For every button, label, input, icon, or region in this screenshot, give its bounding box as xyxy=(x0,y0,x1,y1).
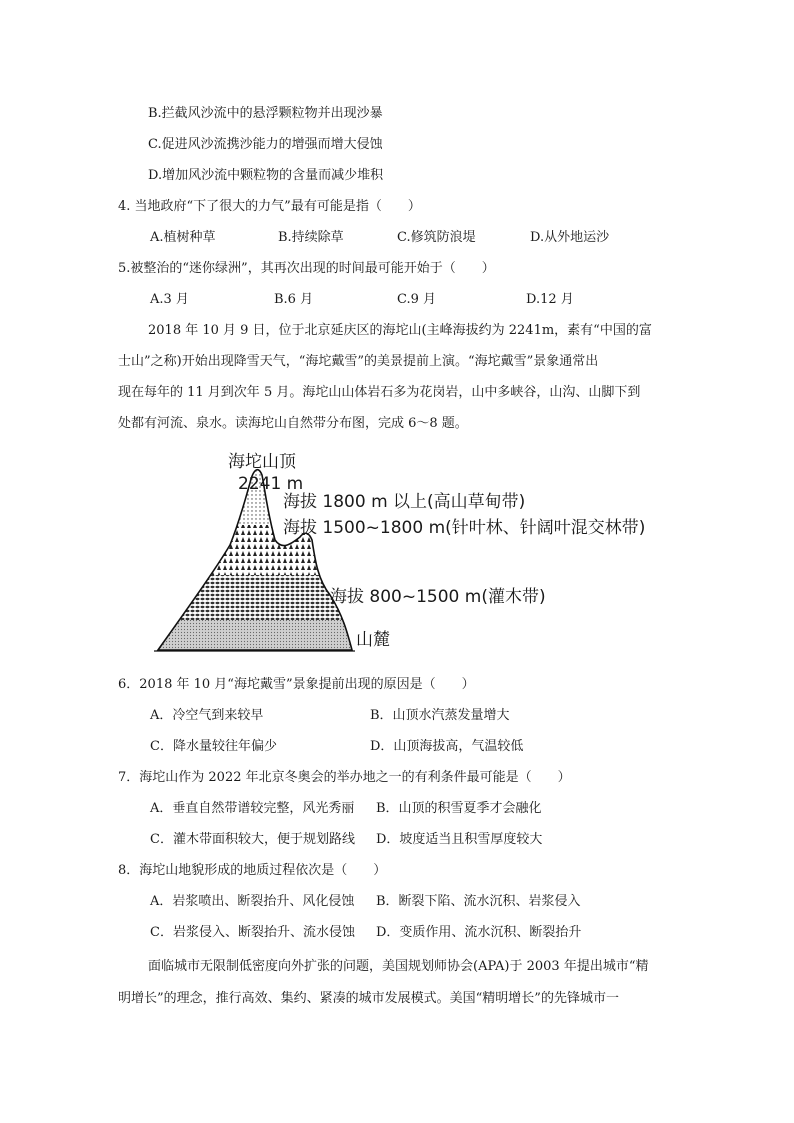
q5-option-c: C.9 月 xyxy=(397,292,437,307)
q7-stem: 7．海坨山作为 2022 年北京冬奥会的举办地之一的有利条件最可能是（ ） xyxy=(118,770,571,785)
q8-option-b: B．断裂下陷、流水沉积、岩浆侵入 xyxy=(376,894,581,909)
q3-option-b: B.拦截风沙流中的悬浮颗粒物并出现沙暴 xyxy=(148,106,383,121)
mountain-zone-diagram xyxy=(150,445,670,660)
passage2-line-1: 面临城市无限制低密度向外扩张的问题，美国规划师协会(APA)于 2003 年提出城市“精 xyxy=(148,959,649,974)
peak-height-label: 2241 m xyxy=(238,474,304,494)
q7-option-a: A．垂直自然带谱较完整，风光秀丽 xyxy=(150,801,355,816)
q4-option-d: D.从外地运沙 xyxy=(530,230,610,245)
q6-option-c: C．降水量较往年偏少 xyxy=(150,739,277,754)
q7-option-c: C．灌木带面积较大，便于规划路线 xyxy=(150,832,355,847)
peak-name-label: 海坨山顶 xyxy=(228,452,296,472)
q5-option-b: B.6 月 xyxy=(274,292,314,307)
q5-stem: 5.被整治的“迷你绿洲”，其再次出现的时间最可能开始于（ ） xyxy=(118,261,495,276)
passage2-line-2: 明增长”的理念，推行高效、集约、紧凑的城市发展模式。美国“精明增长”的先锋城市一 xyxy=(118,991,619,1006)
zone3-label: 海拔 800~1500 m(灌木带) xyxy=(330,587,546,607)
q6-option-d: D．山顶海拔高，气温较低 xyxy=(370,739,524,754)
q7-option-d: D．坡度适当且积雪厚度较大 xyxy=(376,832,543,847)
q5-option-a: A.3 月 xyxy=(150,292,189,307)
passage1-line-3: 现在每年的 11 月到次年 5 月。海坨山山体岩石多为花岗岩，山中多峡谷，山沟、山脚下到 xyxy=(118,385,641,400)
passage1-line-2: 士山”之称)开始出现降雪天气，“海坨戴雪”的美景提前上演。“海坨戴雪”景象通常出 xyxy=(118,354,599,369)
q4-stem: 4. 当地政府“下了很大的力气”最有可能是指（ ） xyxy=(118,199,421,214)
passage1-line-4: 处都有河流、泉水。读海坨山自然带分布图，完成 6～8 题。 xyxy=(118,416,468,431)
zone2-label: 海拔 1500~1800 m(针叶林、针阔叶混交林带) xyxy=(283,518,646,538)
q4-option-c: C.修筑防浪堤 xyxy=(397,230,476,245)
q4-option-b: B.持续除草 xyxy=(278,230,344,245)
foot-label: 山麓 xyxy=(356,630,390,650)
q6-option-b: B．山顶水汽蒸发量增大 xyxy=(370,708,510,723)
q3-option-c: C.促进风沙流携沙能力的增强而增大侵蚀 xyxy=(148,137,383,152)
q5-option-d: D.12 月 xyxy=(526,292,574,307)
q8-stem: 8．海坨山地貌形成的地质过程依次是（ ） xyxy=(118,863,387,878)
q6-stem: 6．2018 年 10 月“海坨戴雪”景象提前出现的原因是（ ） xyxy=(118,677,475,692)
passage1-line-1: 2018 年 10 月 9 日，位于北京延庆区的海坨山(主峰海拔约为 2241m，素有“中国的富 xyxy=(148,323,652,338)
q8-option-c: C．岩浆侵入、断裂抬升、流水侵蚀 xyxy=(150,925,355,940)
q8-option-a: A．岩浆喷出、断裂抬升、风化侵蚀 xyxy=(150,894,355,909)
q6-option-a: A．冷空气到来较早 xyxy=(150,708,264,723)
q3-option-d: D.增加风沙流中颗粒物的含量而减少堆积 xyxy=(148,168,384,183)
q7-option-b: B．山顶的积雪夏季才会融化 xyxy=(376,801,542,816)
zone1-label: 海拔 1800 m 以上(高山草甸带) xyxy=(283,492,526,512)
q4-option-a: A.植树种草 xyxy=(150,230,216,245)
q8-option-d: D．变质作用、流水沉积、断裂抬升 xyxy=(376,925,582,940)
